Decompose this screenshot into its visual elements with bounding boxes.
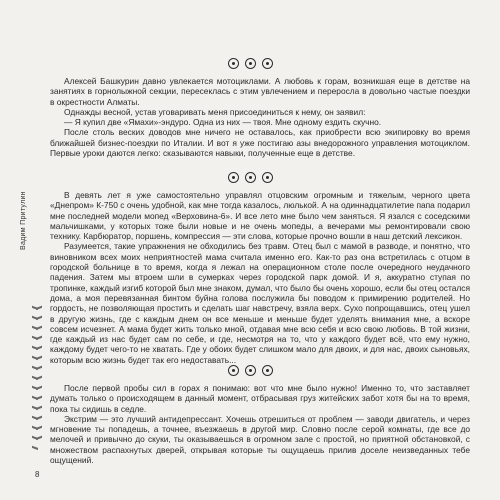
paragraph: — Я купил две «Ямахи»-эндуро. Одна из них — твоя. Мне одному ездить скучно. — [64, 117, 382, 128]
circle-ornament-icon — [228, 58, 239, 69]
paragraph: После столь веских доводов мне ничего не оставалось, как приобрести всю экипировку во время ближайшей бизнес-поездки по Италии. И вот я уже постигаю азы внедорожного управления мотоциклом. Первые уроки даются легко: сказываются навыки, полученные еще в детстве. — [50, 127, 470, 159]
paragraph: Однажды весной, устав уговаривать меня присоединиться к нему, он заявил: — [64, 106, 366, 117]
page-number: 8 — [35, 470, 40, 479]
paragraph: Разумеется, такие упражнения не обходились без травм. Отец был с мамой в разводе, и понятно, что виновником всех моих неприятностей мама считала именно его. Как-то раз она встретилась с отцом в городской больнице в то время, когда я лежал на операционном столе после очередного неудачного падения. Затем мы втроем шли в сумерках через городской парк домой. И я, аккуратно ступая по тропинке, каждый изгиб которой был мне знаком, думал, что было бы очень хорошо, если бы отец остался дома, а моя перевязанная бинтом буйна голова послужила бы поводом к примирению родителей. Но гордость, не позволяющая простить и сделать шаг навстречу, взяла верх. Сухо попрощавшись, отец ушел в другую жизнь, где с каждым днем он все меньше и меньше будет уделять внимания мне, а вскоре совсем исчезнет. А мама будет жить только мной, отдавая мне всю себя и всю свою любовь. В той жизни, где каждый из нас будет сам по себе, и где, несмотря на то, что у каждого будет всё, что ему нужно, каждому будет чего-то не хватать. Где у обоих будет слишком мало для двоих, и для нас, двоих сыновьях, которым всю жизнь будет так его недоставать... — [50, 241, 470, 365]
section-2-text — [50, 190, 470, 365]
section-divider-ornament — [0, 365, 500, 376]
circle-ornament-icon — [262, 58, 273, 69]
paragraph: В девять лет я уже самостоятельно управлял отцовским огромным и тяжелым, черного цвета «Днепром» К-750 с очень удобной, как мне тогда казалось, люлькой. А на одиннадцатилетие папа подарил мне последней модели мопед «Верховина-6». И все лето мне было чем заняться. Я язался с соседскими мальчишками, у которых тоже были новые и не очень мопеды, а вечерами мы ремонтировали свою технику. Карбюратор, поршень, компрессия — эти слова, которые прочно вошли в наш детский лексикон. — [50, 190, 470, 242]
section-1-text — [50, 76, 470, 158]
circle-ornament-icon — [262, 172, 273, 183]
author-running-head: Вадим Притулин — [20, 191, 27, 250]
circle-ornament-icon — [245, 365, 256, 376]
circle-ornament-icon — [228, 172, 239, 183]
tire-tread-decoration-icon — [30, 300, 44, 450]
paragraph: Алексей Башкурин давно увлекается мотоциклами. А любовь к горам, возникшая еще в детстве на занятиях в горнолыжной секции, пересеклась с этим увлечением и переросла в довольно частые поездки в окрестности Алматы. — [50, 76, 470, 107]
circle-ornament-icon — [245, 172, 256, 183]
paragraph: Экстрим — это лучший антидепрессант. Хочешь отрешиться от проблем — заводи двигатель, и через мгновение ты попадешь, а точнее, въезжаешь в другой мир. Словно после серой комнаты, где все до мелочей и привычно до скуки, ты оказываешься в огромном зале с простой, но приятной обстановкой, с множеством распахнутых дверей, открывая которые ты ощущаешь прилив доселе неизведанных тебе ощущений. — [50, 413, 470, 466]
section-3-text — [50, 383, 470, 465]
paragraph: После первой пробы сил в горах я понимаю: вот что мне было нужно! Именно то, что заставляет думать только о происходящем в данный момент, отбрасывая груз житейских забот хотя бы на то время, пока ты сидишь в седле. — [50, 383, 470, 414]
circle-ornament-icon — [228, 365, 239, 376]
section-divider-ornament — [0, 58, 500, 69]
circle-ornament-icon — [262, 365, 273, 376]
section-divider-ornament — [0, 172, 500, 183]
circle-ornament-icon — [245, 58, 256, 69]
